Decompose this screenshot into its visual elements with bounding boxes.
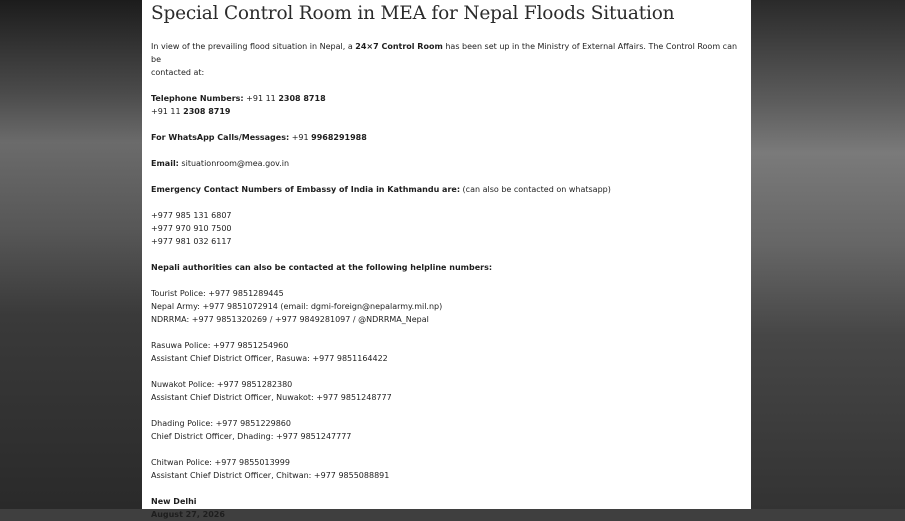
background-left	[0, 0, 142, 509]
whatsapp-number: 9968291988	[311, 133, 367, 142]
footer-place-text: New Delhi	[151, 497, 197, 506]
whatsapp-line	[151, 131, 741, 144]
footer-date-text: August 27, 2026	[151, 510, 225, 519]
background-right	[751, 0, 905, 509]
telephone-prefix-1: +91 11	[243, 94, 279, 103]
email-line	[151, 157, 741, 170]
helpline-entry: Tourist Police: +977 9851289445	[151, 289, 284, 298]
nepali-heading-text: Nepali authorities can also be contacted at the following helpline numbers:	[151, 263, 493, 272]
embassy-heading-line	[151, 183, 741, 196]
intro-paragraph	[151, 40, 741, 66]
telephone-number-2: 2308 8719	[183, 107, 231, 116]
helpline-entry: Assistant Chief District Officer, Rasuwa: +977 9851164422	[151, 354, 388, 363]
page-title: Special Control Room in MEA for Nepal Floods Situation	[151, 3, 675, 24]
helpline-entry: Assistant Chief District Officer, Nuwakot: +977 9851248777	[151, 393, 392, 402]
helpline-entry: Dhading Police: +977 9851229860	[151, 419, 291, 428]
embassy-number: +977 985 131 6807	[151, 211, 232, 220]
intro-text: In view of the prevailing flood situation in Nepal, a	[151, 42, 356, 51]
helpline-entry: Rasuwa Police: +977 9851254960	[151, 341, 289, 350]
whatsapp-label: For WhatsApp Calls/Messages:	[151, 133, 290, 142]
embassy-number: +977 981 032 6117	[151, 237, 232, 246]
helpline-entry: Chief District Officer, Dhading: +977 9851247777	[151, 432, 352, 441]
helpline-entry: Chitwan Police: +977 9855013999	[151, 458, 290, 467]
whatsapp-prefix: +91	[289, 133, 312, 142]
email-label: Email:	[151, 159, 179, 168]
telephone-line-2	[151, 105, 741, 118]
helpline-entry: Nepal Army: +977 9851072914 (email: dgmi-foreign@nepalarmy.mil.np)	[151, 302, 443, 311]
footer-place	[151, 495, 741, 508]
embassy-number: +977 970 910 7500	[151, 224, 232, 233]
embassy-note: (can also be contacted on whatsapp)	[460, 185, 611, 194]
intro-control-room: 24×7 Control Room	[355, 42, 443, 51]
telephone-number-1: 2308 8718	[278, 94, 326, 103]
embassy-heading: Emergency Contact Numbers of Embassy of India in Kathmandu are:	[151, 185, 461, 194]
intro-line2: contacted at:	[151, 68, 205, 77]
telephone-label: Telephone Numbers:	[151, 94, 244, 103]
email-address: situationroom@mea.gov.in	[178, 159, 290, 168]
press-release-document	[142, 0, 751, 519]
telephone-prefix-2: +91 11	[151, 107, 184, 116]
press-release-body	[151, 40, 741, 521]
intro-text-continued: has been set up in the Ministry of External Affairs. The Control Room can be	[151, 42, 738, 64]
telephone-line-1	[151, 92, 741, 105]
helpline-entry: Nuwakot Police: +977 9851282380	[151, 380, 293, 389]
helpline-entry: NDRRMA: +977 9851320269 / +977 9849281097 / @NDRRMA_Nepal	[151, 315, 429, 324]
nepali-authorities-heading	[151, 261, 741, 274]
helpline-entry: Assistant Chief District Officer, Chitwan: +977 9855088891	[151, 471, 390, 480]
footer-date	[151, 508, 741, 521]
